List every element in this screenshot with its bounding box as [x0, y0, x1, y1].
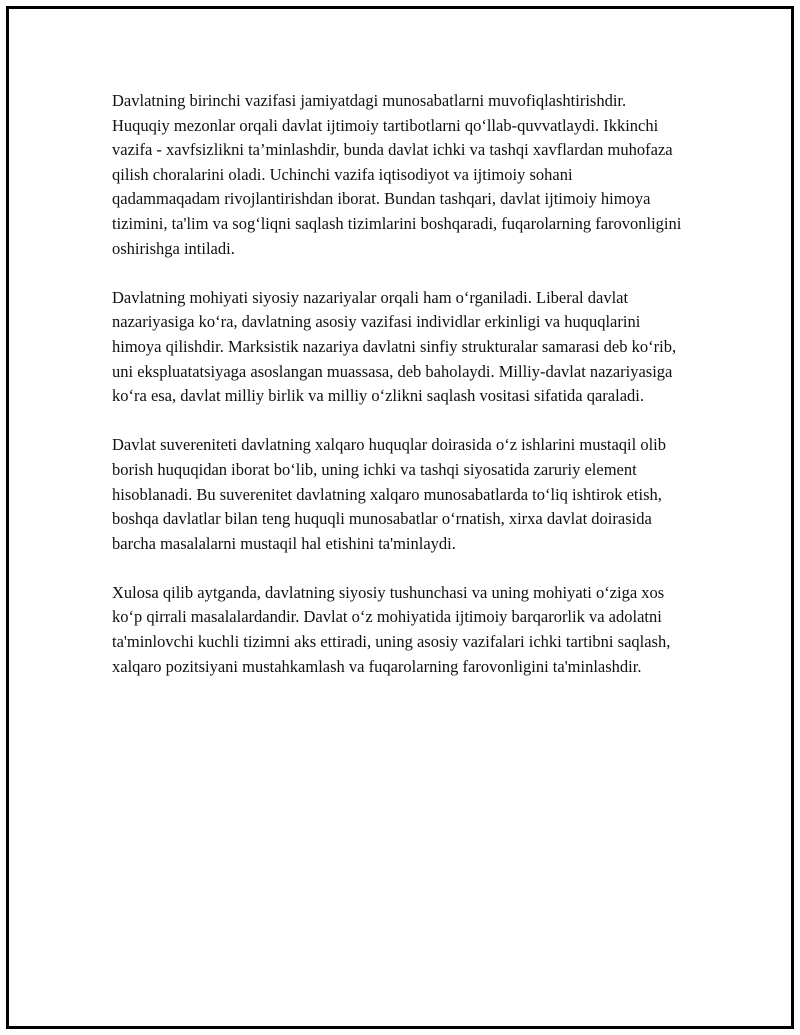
paragraph-sovereignty: Davlat suvereniteti davlatning xalqaro huquqlar doirasida o‘z ishlarini mustaqil olib borish huquqidan iborat bo‘lib, uning ichki va tashqi siyosatida zaruriy element hisoblanadi. Bu suverenitet davlatning xalqaro munosabatlarda to‘liq ishtirok etish, boshqa davlatlar bilan teng huquqli munosabatlar o‘rnatish, xirxa davlat doirasida barcha masalalarni mustaqil hal etishini ta'minlaydi. — [112, 435, 666, 553]
paragraph-theories: Davlatning mohiyati siyosiy nazariyalar orqali ham o‘rganiladi. Liberal davlat nazariyasiga ko‘ra, davlatning asosiy vazifasi individlar erkinligi va huquqlarini himoya qilishdir. Marksistik nazariya davlatni sinfiy strukturalar samarasi deb ko‘rib, uni ekspluatatsiyaga asoslangan muassasa, deb baholaydi. Milliy-davlat nazariyasiga ko‘ra esa, davlat milliy birlik va milliy o‘zlikni saqlash vositasi sifatida qaraladi. — [112, 287, 677, 406]
document-body — [112, 89, 682, 704]
paragraph-functions: Davlatning birinchi vazifasi jamiyatdagi munosabatlarni muvofiqlashtirishdir. Huquqiy mezonlar orqali davlat ijtimoiy tartibotlarni qo‘llab-quvvatlaydi. Ikkinchi vazifa - xavfsizlikni ta’minlashdir, bunda davlat ichki va tashqi xavflardan muhofaza qilish choralarini oladi. Uchinchi vazifa iqtisodiyot va ijtimoiy sohani qadammaqadam rivojlantirishdan iborat. Bundan tashqari, davlat ijtimoiy himoya tizimini, ta'lim va sog‘liqni saqlash tizimlarini boshqaradi, fuqarolarning farovonligini oshirishga intiladi. — [112, 91, 682, 258]
paragraph-conclusion: Xulosa qilib aytganda, davlatning siyosiy tushunchasi va uning mohiyati o‘ziga xos ko‘p qirrali masalalardandir. Davlat o‘z mohiyatida ijtimoiy barqarorlik va adolatni ta'minlovchi kuchli tizimni aks ettiradi, uning asosiy vazifalari ichki tartibni saqlash, xalqaro pozitsiyani mustahkamlash va fuqarolarning farovonligini ta'minlashdir. — [112, 582, 671, 676]
